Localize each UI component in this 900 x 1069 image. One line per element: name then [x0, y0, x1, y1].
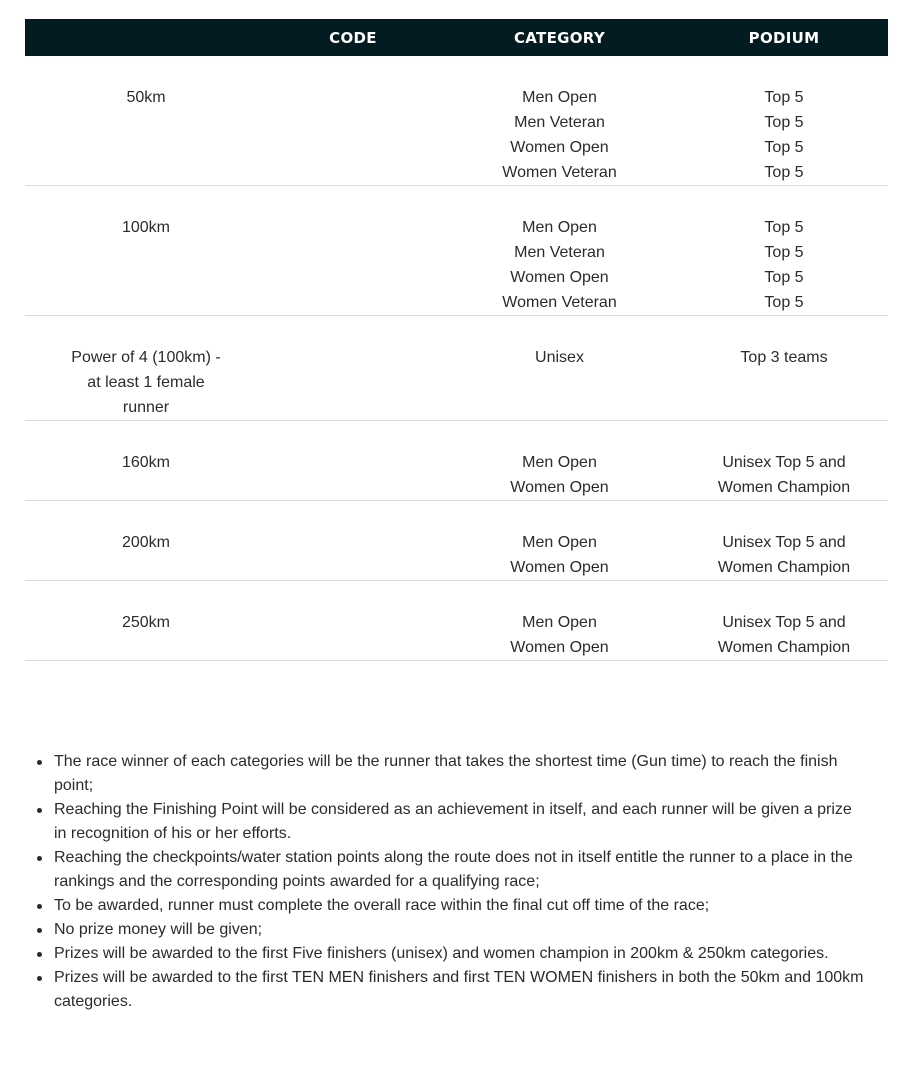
header-category: CATEGORY: [514, 28, 605, 47]
header-event: [25, 19, 267, 56]
podium-cell: [680, 501, 888, 581]
category-line: Men Veteran: [514, 244, 605, 261]
event-line: 200km: [121, 534, 171, 551]
podium-line: Top 5: [764, 114, 804, 131]
table-row: [25, 316, 888, 421]
category-line: Men Open: [522, 454, 597, 471]
header-row: [25, 19, 888, 56]
header-podium: PODIUM: [748, 28, 820, 47]
code-cell: [267, 501, 439, 581]
event-cell: [25, 186, 267, 316]
note-item: No prize money will be given;: [54, 918, 866, 942]
event-line: Power of 4 (100km) -: [71, 349, 221, 366]
category-cell: [439, 316, 680, 421]
podium-line: Women Champion: [717, 559, 851, 576]
podium-line: Top 5: [764, 269, 804, 286]
prize-table: [25, 19, 888, 661]
podium-line: Unisex Top 5 and: [722, 534, 846, 551]
category-cell: [439, 421, 680, 501]
category-line: Women Veteran: [502, 294, 617, 311]
code-cell: [267, 581, 439, 661]
table-body: [25, 56, 888, 661]
category-line: Men Veteran: [514, 114, 605, 131]
category-line: Unisex: [535, 349, 584, 366]
category-cell: [439, 581, 680, 661]
notes-list: [54, 750, 866, 1014]
podium-cell: [680, 581, 888, 661]
table-row: [25, 186, 888, 316]
table-row: [25, 421, 888, 501]
podium-line: Top 5: [764, 164, 804, 181]
category-line: Men Open: [522, 89, 597, 106]
podium-line: Top 5: [764, 244, 804, 261]
table-row: [25, 581, 888, 661]
podium-cell: [680, 316, 888, 421]
category-line: Women Open: [510, 139, 609, 156]
event-line: 160km: [121, 454, 171, 471]
category-line: Men Open: [522, 614, 597, 631]
category-cell: [439, 501, 680, 581]
table-header: [25, 19, 888, 56]
category-line: Women Open: [510, 639, 609, 656]
event-line: 250km: [121, 614, 171, 631]
event-line: at least 1 female: [87, 374, 205, 391]
code-cell: [267, 56, 439, 186]
note-item: Prizes will be awarded to the first Five finishers (unisex) and women champion in 200km & 250km categories.: [54, 942, 866, 966]
header-code: CODE: [329, 28, 377, 47]
podium-line: Unisex Top 5 and: [722, 614, 846, 631]
podium-cell: [680, 186, 888, 316]
event-line: runner: [122, 399, 170, 416]
table-row: [25, 501, 888, 581]
event-line: 100km: [121, 219, 171, 236]
podium-cell: [680, 421, 888, 501]
podium-line: Top 5: [764, 139, 804, 156]
podium-line: Top 5: [764, 89, 804, 106]
event-line: 50km: [126, 89, 166, 106]
category-line: Women Veteran: [502, 164, 617, 181]
note-item: Prizes will be awarded to the first TEN MEN finishers and first TEN WOMEN finishers in both the 50km and 100km categories.: [54, 966, 866, 1014]
podium-cell: [680, 56, 888, 186]
event-cell: [25, 421, 267, 501]
code-cell: [267, 421, 439, 501]
podium-line: Top 5: [764, 219, 804, 236]
code-cell: [267, 186, 439, 316]
note-item: The race winner of each categories will be the runner that takes the shortest time (Gun time) to reach the finish point;: [54, 750, 866, 798]
category-line: Women Open: [510, 479, 609, 496]
podium-line: Women Champion: [717, 479, 851, 496]
table-row: [25, 56, 888, 186]
category-line: Men Open: [522, 534, 597, 551]
event-cell: [25, 581, 267, 661]
category-line: Women Open: [510, 269, 609, 286]
event-cell: [25, 501, 267, 581]
note-item: Reaching the Finishing Point will be considered as an achievement in itself, and each runner will be given a prize in recognition of his or her efforts.: [54, 798, 866, 846]
podium-line: Top 3 teams: [740, 349, 828, 366]
podium-line: Unisex Top 5 and: [722, 454, 846, 471]
podium-line: Women Champion: [717, 639, 851, 656]
note-item: Reaching the checkpoints/water station points along the route does not in itself entitle the runner to a place in the rankings and the corresponding points awarded for a qualifying race;: [54, 846, 866, 894]
note-item: To be awarded, runner must complete the overall race within the final cut off time of the race;: [54, 894, 866, 918]
code-cell: [267, 316, 439, 421]
event-cell: [25, 56, 267, 186]
podium-line: Top 5: [764, 294, 804, 311]
category-line: Women Open: [510, 559, 609, 576]
category-line: Men Open: [522, 219, 597, 236]
event-cell: [25, 316, 267, 421]
category-cell: [439, 56, 680, 186]
category-cell: [439, 186, 680, 316]
